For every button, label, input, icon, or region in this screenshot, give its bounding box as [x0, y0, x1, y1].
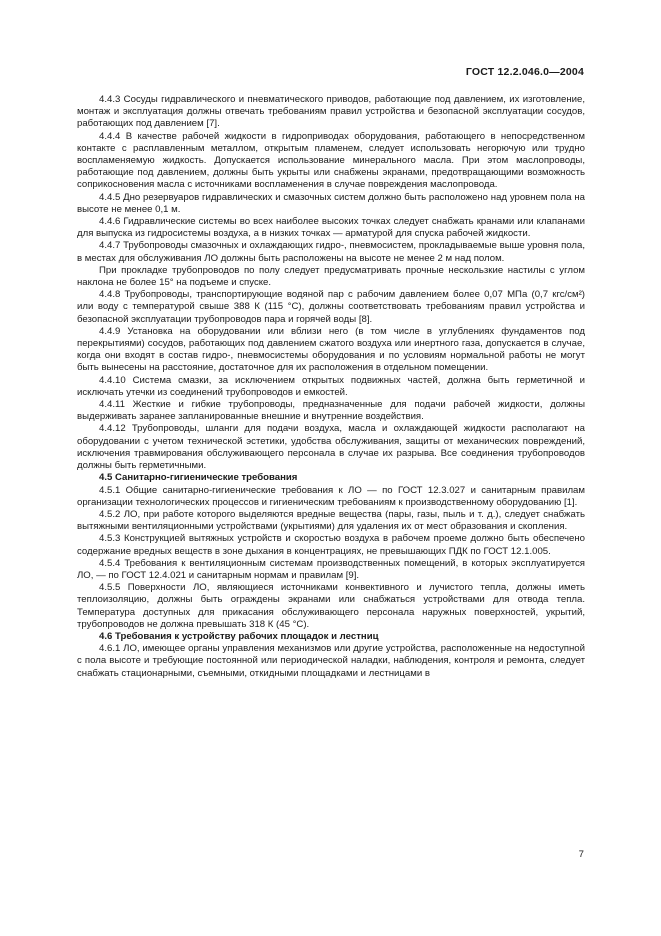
section-heading: 4.5 Санитарно-гигиенические требования [99, 472, 298, 484]
document-header: ГОСТ 12.2.046.0—2004 [465, 66, 584, 78]
paragraph: 4.4.4 В качестве рабочей жидкости в гидроприводах оборудования, работающего в непосредственном контакте с расплавленным металлом, открытым пламенем, следует использовать негорючую или трудно воспламеняемую жидкость. Допускается использование минерального масла. При этом маслопроводы, работающие под давлением, должны быть укрыты или снабжены экранами, предотвращающими возможность соприкосновения масла с источниками воспламенения в случае повреждения маслопровода. [77, 130, 585, 191]
paragraph: 4.5.1 Общие санитарно-гигиенические требования к ЛО — по ГОСТ 12.3.027 и санитарным правилам организации технологических процессов и гигиеническим требованиям к производственному оборудованию [1]. [77, 484, 585, 508]
paragraph: 4.4.10 Система смазки, за исключением открытых подвижных частей, должна быть герметичной и исключать утечки из соединений трубопроводов и емкостей. [77, 374, 585, 398]
paragraph: 4.6.1 ЛО, имеющее органы управления механизмов или другие устройства, расположенные на недоступной с пола высоте и требующие постоянной или периодической наладки, наблюдения, контроля и ремонта, следует снабжать стационарными, съемными, откидными площадками и лестницами в [77, 643, 585, 679]
paragraph: 4.5.2 ЛО, при работе которого выделяются вредные вещества (пары, газы, пыль и т. д.), следует снабжать вытяжными вентиляционными устройствами (укрытиями) для удаления их от мест образования и скопления. [77, 508, 585, 533]
paragraph: 4.4.9 Установка на оборудовании или вблизи него (в том числе в углублениях фундаментов под перекрытиями) сосудов, работающих под давлением сжатого воздуха или инертного газа, допускается в случае, когда они входят в состав гидро-, пневмосистемы оборудования и по условиям нормальной работы не могут быть вынесены на расстояние, достаточное для их расположения в отдельном помещении. [77, 325, 585, 374]
paragraph: 4.4.5 Дно резервуаров гидравлических и смазочных систем должно быть расположено над уровнем пола на высоте не менее 0,1 м. [77, 191, 585, 215]
paragraph: 4.5.4 Требования к вентиляционным системам производственных помещений, в которых эксплуатируется ЛО, — по ГОСТ 12.4.021 и санитарным нормам и правилам [9]. [77, 557, 585, 581]
paragraph: 4.4.12 Трубопроводы, шланги для подачи воздуха, масла и охлаждающей жидкости располагают на оборудовании с учетом технической эстетики, удобства обслуживания, защиты от механических повреждений, исключения травмирования обслуживающего персонала в случае их разрыва. Все соединения трубопроводов должны быть герметичными. [77, 423, 585, 472]
paragraph: 4.4.6 Гидравлические системы во всех наиболее высоких точках следует снабжать кранами или клапанами для выпуска из гидросистемы воздуха, а в низких точках — арматурой для спуска рабочей жидкости. [77, 216, 585, 240]
page-number: 7 [578, 849, 584, 860]
paragraph: 4.5.3 Конструкцией вытяжных устройств и скоростью воздуха в рабочем проеме должно быть обеспечено содержание вредных веществ в зоне дыхания в концентрациях, не превышающих ПДК по ГОСТ 12.1.005. [77, 533, 585, 557]
paragraph: 4.4.8 Трубопроводы, транспортирующие водяной пар с рабочим давлением более 0,07 МПа (0,7 кгс/см²) или воду с температурой свыше 388 К (115 °С), должны соответствовать требованиям правил устройства и безопасной эксплуатации трубопроводов пара и горячей воды [8]. [77, 289, 585, 325]
document-body [77, 94, 585, 680]
paragraph: 4.4.3 Сосуды гидравлического и пневматического приводов, работающие под давлением, их изготовление, монтаж и эксплуатация должны отвечать требованиям правил устройства и безопасной эксплуатации сосудов, работающих под давлением [7]. [77, 94, 585, 130]
paragraph: 4.4.7 Трубопроводы смазочных и охлаждающих гидро-, пневмосистем, прокладываемые выше уровня пола, в местах для обслуживания ЛО должны быть расположены на высоте не менее 2 м над полом. [77, 240, 585, 264]
section-heading: 4.6 Требования к устройству рабочих площадок и лестниц [99, 630, 379, 642]
paragraph: 4.4.11 Жесткие и гибкие трубопроводы, предназначенные для подачи рабочей жидкости, должны выдерживать заранее запланированные внешние и внутренние воздействия. [77, 399, 585, 423]
paragraph: При прокладке трубопроводов по полу следует предусматривать прочные нескользкие настилы с углом наклона не более 15° на подъеме и спуске. [77, 264, 585, 289]
paragraph: 4.5.5 Поверхности ЛО, являющиеся источниками конвективного и лучистого тепла, должны иметь теплоизоляцию, должны быть ограждены экранами или снабжаться устройствами для отвода тепла. Температура доступных для прикасания обслуживающего персонала наружных поверхностей, укрытий, трубопроводов не должна превышать 318 К (45 °С). [77, 582, 585, 630]
